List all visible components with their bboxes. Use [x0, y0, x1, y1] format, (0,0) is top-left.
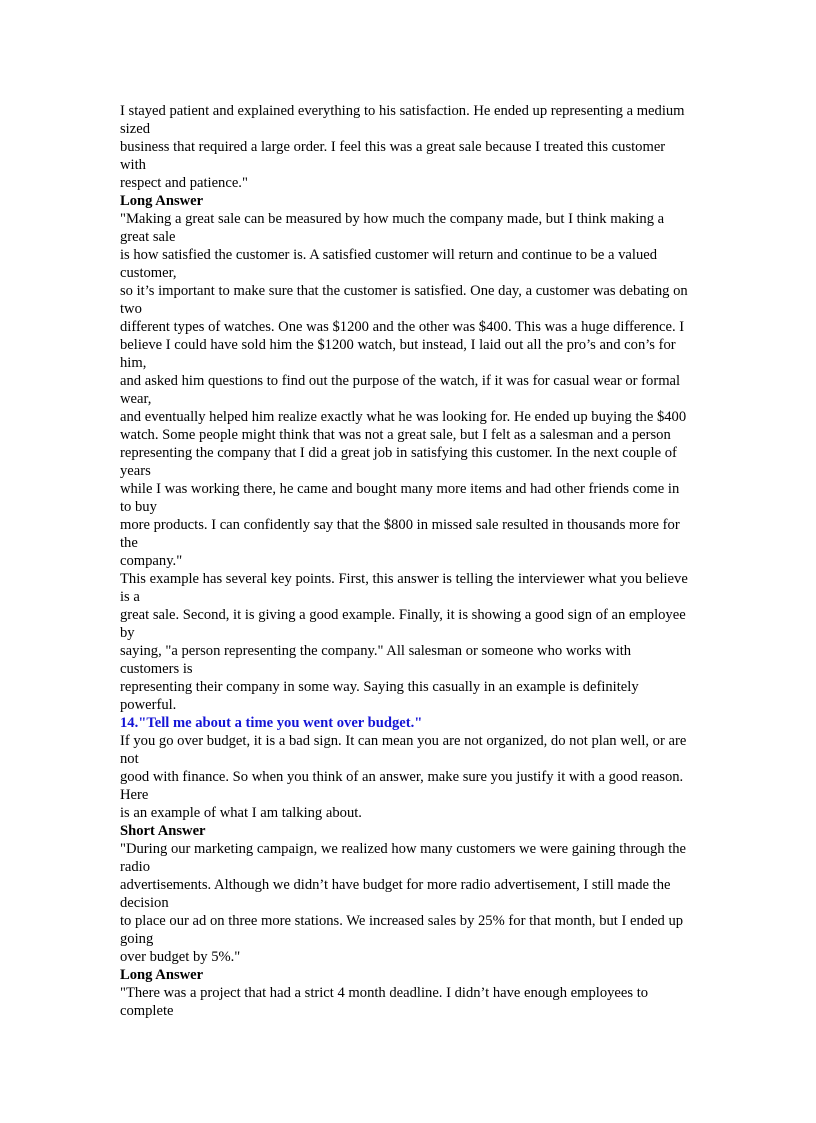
body-text-line: saying, "a person representing the company." All salesman or someone who works with [120, 643, 632, 659]
body-text-line: and asked him questions to find out the purpose of the watch, if it was for casual wear or formal [120, 373, 681, 389]
body-text-line: to buy [120, 499, 157, 515]
body-text-line: with [120, 157, 146, 173]
body-text-line: customers is [120, 661, 193, 677]
body-text-line: great sale. Second, it is giving a good example. Finally, it is showing a good sign of an employee [120, 607, 686, 623]
body-text-line: business that required a large order. I feel this was a great sale because I treated this customer [120, 139, 666, 155]
body-text-line: to place our ad on three more stations. We increased sales by 25% for that month, but I ended up [120, 913, 684, 929]
body-text-line: going [120, 931, 154, 947]
body-text-line: "Making a great sale can be measured by how much the company made, but I think making a [120, 211, 665, 227]
document-page [120, 102, 700, 1020]
body-text-line: representing their company in some way. Saying this casually in an example is definitely [120, 679, 639, 695]
body-text-line: is how satisfied the customer is. A satisfied customer will return and continue to be a valued [120, 247, 658, 263]
body-text-line: is an example of what I am talking about. [120, 805, 362, 821]
body-text-line: not [120, 751, 139, 767]
body-text-line: years [120, 463, 151, 479]
body-text-line: the [120, 535, 138, 551]
body-text-line: "During our marketing campaign, we realized how many customers we were gaining through the [120, 841, 687, 857]
body-text-line: two [120, 301, 142, 317]
body-text-line: him, [120, 355, 147, 371]
body-text-line: over budget by 5%." [120, 949, 241, 965]
body-text-line: radio [120, 859, 150, 875]
body-text-line: sized [120, 121, 150, 137]
body-text-line: more products. I can confidently say that the $800 in missed sale resulted in thousands more for [120, 517, 680, 533]
body-text-line: by [120, 625, 135, 641]
body-text-line: advertisements. Although we didn’t have budget for more radio advertisement, I still made the [120, 877, 671, 893]
body-text-line: so it’s important to make sure that the customer is satisfied. One day, a customer was debating on [120, 283, 688, 299]
section-heading: Long Answer [120, 193, 204, 209]
question-heading: 14."Tell me about a time you went over budget." [120, 715, 423, 731]
body-text-line: customer, [120, 265, 177, 281]
body-text-line: and eventually helped him realize exactly what he was looking for. He ended up buying the $400 [120, 409, 687, 425]
body-text-line: different types of watches. One was $1200 and the other was $400. This was a huge difference. I [120, 319, 685, 335]
body-text-line: I stayed patient and explained everything to his satisfaction. He ended up representing a medium [120, 103, 685, 119]
body-text-line: If you go over budget, it is a bad sign. It can mean you are not organized, do not plan well, or are [120, 733, 687, 749]
section-heading: Long Answer [120, 967, 204, 983]
body-text-line: respect and patience." [120, 175, 248, 191]
section-heading: Short Answer [120, 823, 206, 839]
body-text-line: representing the company that I did a great job in satisfying this customer. In the next couple of [120, 445, 677, 461]
body-text-line: "There was a project that had a strict 4 month deadline. I didn’t have enough employees to [120, 985, 649, 1001]
body-text-line: is a [120, 589, 140, 605]
body-text-line: watch. Some people might think that was not a great sale, but I felt as a salesman and a person [120, 427, 671, 443]
body-text-line: company." [120, 553, 183, 569]
body-text-line: good with finance. So when you think of an answer, make sure you justify it with a good reason. [120, 769, 684, 785]
body-text-line: powerful. [120, 697, 177, 713]
body-text-line: decision [120, 895, 169, 911]
body-text-line: while I was working there, he came and bought many more items and had other friends come in [120, 481, 680, 497]
body-text-line: This example has several key points. First, this answer is telling the interviewer what you believe [120, 571, 688, 587]
body-text-line: Here [120, 787, 149, 803]
body-text-line: believe I could have sold him the $1200 watch, but instead, I laid out all the pro’s and con’s for [120, 337, 676, 353]
body-text-line: complete [120, 1003, 174, 1019]
body-text-line: great sale [120, 229, 176, 245]
body-text-line: wear, [120, 391, 152, 407]
